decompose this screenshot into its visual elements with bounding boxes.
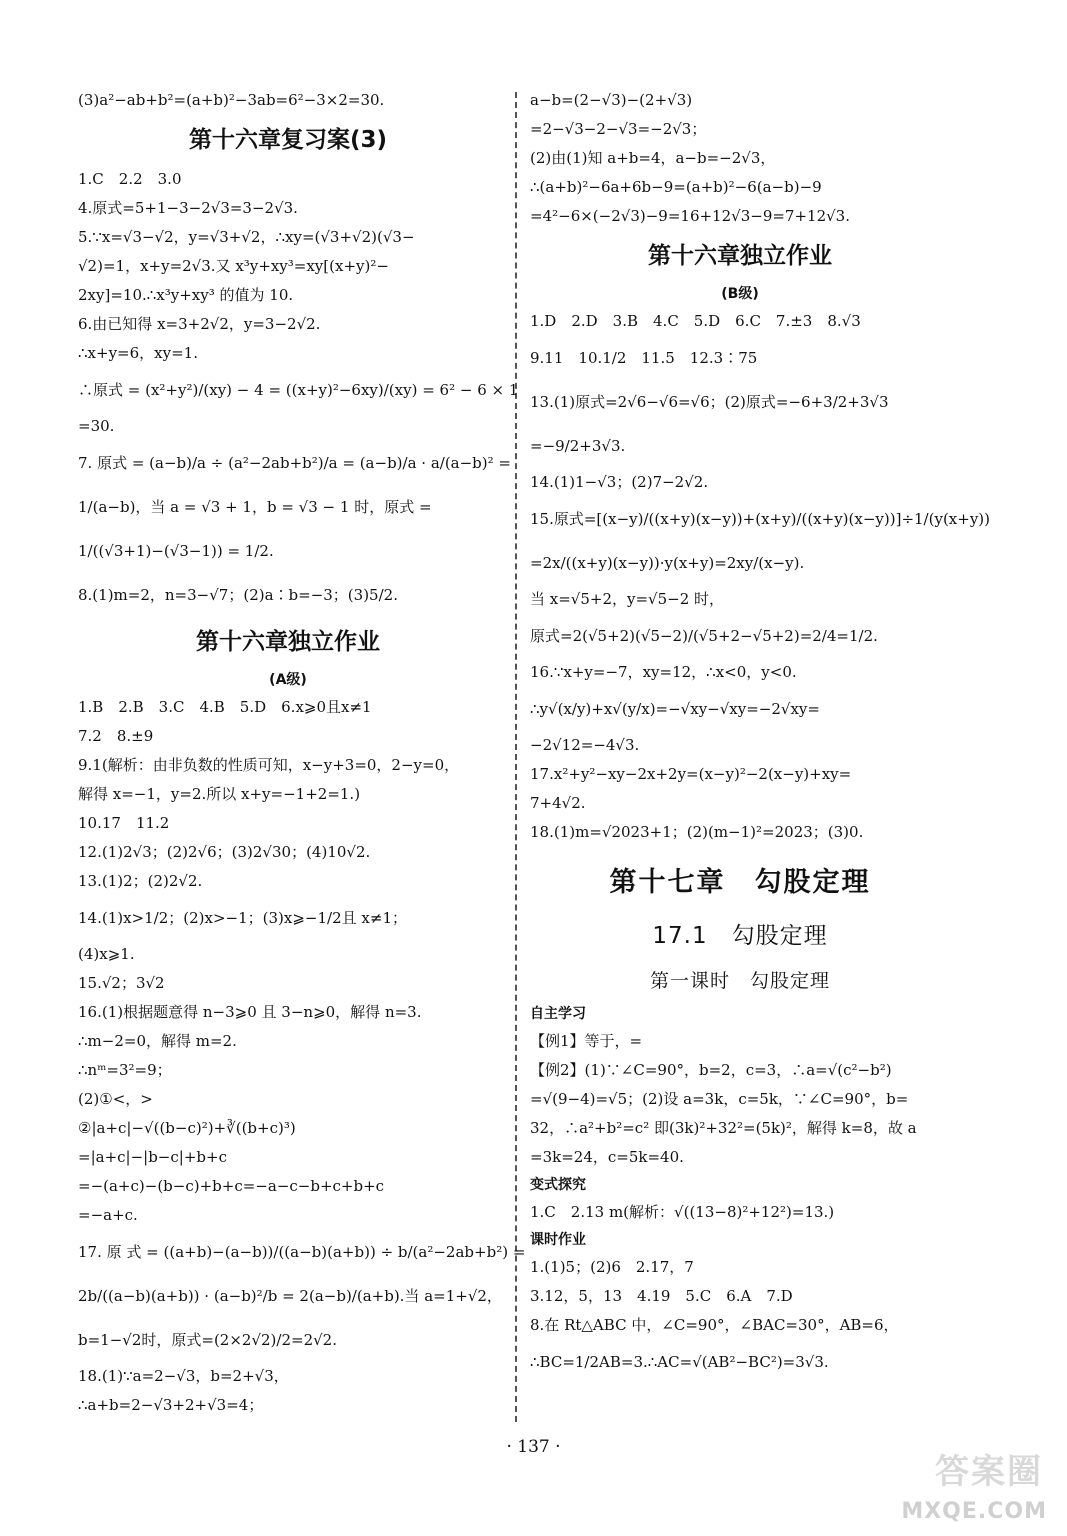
chapter-heading: 第十六章独立作业 [196, 629, 380, 655]
page-number: · 137 · [506, 1437, 561, 1457]
answer-line: 14.(1)1−√3；(2)7−2√2. [530, 473, 709, 491]
answer-line: ∴BC=1/2AB=3.∴AC=√(AB²−BC²)=3√3. [530, 1353, 829, 1371]
answer-line: 当 x=√5+2，y=√5−2 时， [530, 590, 725, 608]
answer-line: =4²−6×(−2√3)−9=16+12√3−9=7+12√3. [530, 207, 850, 225]
answer-line: 原式=2(√5+2)(√5−2)/(√5+2−√5+2)=2/4=1/2. [530, 627, 878, 645]
answer-line: ∴a+b=2−√3+2+√3=4； [78, 1396, 264, 1414]
answer-line: √2)=1，x+y=2√3.又 x³y+xy³=xy[(x+y)²− [78, 257, 389, 275]
subsection-label: 自主学习 [530, 1006, 586, 1022]
level-label: (B级) [721, 286, 759, 302]
answer-line: 17.x²+y²−xy−2x+2y=(x−y)²−2(x−y)+xy= [530, 765, 852, 783]
answer-line: ∴(a+b)²−6a+6b−9=(a+b)²−6(a−b)−9 [530, 178, 822, 196]
answer-line: 15.√2；3√2 [78, 974, 165, 992]
answer-line: =2x/((x+y)(x−y))·y(x+y)=2xy/(x−y). [530, 554, 805, 572]
answer-line: 1.C 2.2 3.0 [78, 170, 182, 188]
answer-line: =−9/2+3√3. [530, 437, 626, 455]
answer-line: a−b=(2−√3)−(2+√3) [530, 91, 693, 109]
watermark-site-text: MXQE.COM [901, 1499, 1047, 1524]
answer-line: 1.(1)5；(2)6 2.17，7 [530, 1258, 694, 1276]
answer-line: −2√12=−4√3. [530, 736, 640, 754]
chapter-heading: 第十六章复习案(3) [188, 127, 388, 153]
answer-line: 【例2】(1)∵∠C=90°，b=2，c=3，∴a=√(c²−b²) [530, 1061, 892, 1079]
answer-line: =√(9−4)=√5；(2)设 a=3k，c=5k，∵∠C=90°，b= [530, 1090, 909, 1108]
answer-line: =|a+c|−|b−c|+b+c [78, 1148, 227, 1166]
answer-line: =−a+c. [78, 1206, 138, 1224]
answer-line: 14.(1)x>1/2；(2)x>−1；(3)x⩾−1/2且 x≠1； [78, 909, 407, 927]
right-column [530, 86, 990, 1384]
site-watermark [901, 1440, 1051, 1526]
answer-line: =2−√3−2−√3=−2√3； [530, 120, 707, 138]
answer-line: 7. 原式 = (a−b)/a ÷ (a²−2ab+b²)/a = (a−b)/a · a/(a−b)² = [78, 454, 511, 472]
answer-line: 1/(a−b)，当 a = √3 + 1，b = √3 − 1 时，原式 = [78, 498, 432, 516]
answer-line: 32，∴a²+b²=c² 即(3k)²+32²=(5k)²，解得 k=8，故 a [530, 1119, 917, 1137]
answer-line: 解得 x=−1，y=2.所以 x+y=−1+2=1.) [78, 785, 361, 803]
answer-line: =−(a+c)−(b−c)+b+c=−a−c−b+c+b+c [78, 1177, 385, 1195]
answer-line: ∴m−2=0，解得 m=2. [78, 1032, 237, 1050]
answer-line: 17. 原 式 = ((a+b)−(a−b))/((a−b)(a+b)) ÷ b/(a²−2ab+b²) = [78, 1243, 526, 1261]
answer-line: 3.12，5，13 4.19 5.C 6.A 7.D [530, 1287, 793, 1305]
answer-line: 9.1(解析：由非负数的性质可知，x−y+3=0，2−y=0， [78, 756, 460, 774]
left-column [78, 86, 526, 1420]
subsection-label: 变式探究 [530, 1177, 586, 1193]
answer-line: =3k=24，c=5k=40. [530, 1148, 684, 1166]
answer-line: 8.在 Rt△ABC 中，∠C=90°，∠BAC=30°，AB=6， [530, 1316, 899, 1334]
answer-line: 12.(1)2√3；(2)2√6；(3)2√30；(4)10√2. [78, 843, 371, 861]
answer-line: 2b/((a−b)(a+b)) · (a−b)²/b = 2(a−b)/(a+b).当 a=1+√2， [78, 1287, 502, 1305]
answer-line: 1.C 2.13 m(解析：√((13−8)²+12²)=13.) [530, 1203, 835, 1221]
chapter-title: 第十七章 勾股定理 [609, 867, 871, 898]
answer-line: ∴nᵐ=3²=9； [78, 1061, 172, 1079]
section-title: 17.1 勾股定理 [652, 923, 828, 949]
answer-line: 4.原式=5+1−3−2√3=3−2√3. [78, 199, 298, 217]
answer-line: 13.(1)2；(2)2√2. [78, 872, 203, 890]
answer-line: 16.∵x+y=−7，xy=12，∴x<0，y<0. [530, 663, 797, 681]
answer-line: ∴原式 = (x²+y²)/(xy) − 4 = ((x+y)²−6xy)/(xy) = 6² − 6 × 1 [78, 381, 519, 399]
answer-line: 8.(1)m=2，n=3−√7；(2)a∶b=−3；(3)5/2. [78, 586, 398, 604]
answer-line: 9.11 10.1/2 11.5 12.3∶75 [530, 349, 758, 367]
lesson-title: 第一课时 勾股定理 [649, 970, 830, 992]
answer-line: 7+4√2. [530, 794, 586, 812]
answer-line: ②|a+c|−√((b−c)²)+∛((b+c)³) [78, 1119, 296, 1137]
answer-line: 6.由已知得 x=3+2√2，y=3−2√2. [78, 315, 321, 333]
answer-line: 2xy]=10.∴x³y+xy³ 的值为 10. [78, 286, 294, 304]
answer-line: 7.2 8.±9 [78, 727, 154, 745]
answer-line: 【例1】等于，= [530, 1032, 643, 1050]
subsection-label: 课时作业 [530, 1232, 586, 1248]
answer-line: 1.B 2.B 3.C 4.B 5.D 6.x⩾0且x≠1 [78, 698, 372, 716]
answer-line: (3)a²−ab+b²=(a+b)²−3ab=6²−3×2=30. [78, 91, 385, 109]
answer-line: 5.∵x=√3−√2，y=√3+√2，∴xy=(√3+√2)(√3− [78, 228, 415, 246]
column-divider [515, 92, 517, 1422]
answer-line: 1.D 2.D 3.B 4.C 5.D 6.C 7.±3 8.√3 [530, 312, 861, 330]
answer-line: ∴x+y=6，xy=1. [78, 344, 198, 362]
answer-line: =30. [78, 417, 115, 435]
answer-line: (4)x⩾1. [78, 945, 135, 963]
answer-line: 13.(1)原式=2√6−√6=√6；(2)原式=−6+3/2+3√3 [530, 393, 889, 411]
level-label: (A级) [269, 672, 307, 688]
watermark-logo: 答案圈 [935, 1452, 1043, 1492]
answer-line: b=1−√2时，原式=(2×2√2)/2=2√2. [78, 1331, 337, 1349]
answer-line: (2)由(1)知 a+b=4，a−b=−2√3， [530, 149, 776, 167]
answer-line: 18.(1)m=√2023+1；(2)(m−1)²=2023；(3)0. [530, 823, 864, 841]
answer-line: ∴y√(x/y)+x√(y/x)=−√xy−√xy=−2√xy= [530, 700, 820, 718]
chapter-heading: 第十六章独立作业 [648, 243, 832, 269]
answer-line: 1/((√3+1)−(√3−1)) = 1/2. [78, 542, 274, 560]
answer-line: 16.(1)根据题意得 n−3⩾0 且 3−n⩾0，解得 n=3. [78, 1003, 422, 1021]
answer-line: (2)①<，> [78, 1090, 153, 1108]
answer-line: 10.17 11.2 [78, 814, 170, 832]
answer-line: 15.原式=[(x−y)/((x+y)(x−y))+(x+y)/((x+y)(x−y))]÷1/(y(x+y)) [530, 510, 990, 528]
answer-line: 18.(1)∵a=2−√3，b=2+√3， [78, 1367, 289, 1385]
